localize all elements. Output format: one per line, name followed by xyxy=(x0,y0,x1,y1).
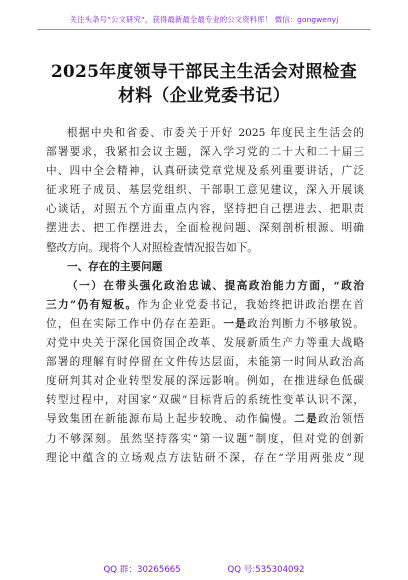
body-line: 转型过程中，对国家“双碳”目标背后的系统性变革认识不深， xyxy=(46,394,364,407)
intro-line: 整改方向。现将个人对照检查情况报告如下。 xyxy=(46,241,258,254)
subsection-heading: （一）在带头强化政治忠诚、提高政治能力方面，“政治 xyxy=(67,279,364,292)
body-line xyxy=(46,410,364,429)
intro-line: 根据中央和省委、市委关于开好 2025 年度民主生活会的 xyxy=(67,127,364,139)
point-marker-two: 二是 xyxy=(294,413,318,426)
body-line: 度研判其对企业转型发展的深远影响。例如，在推进绿色低碳 xyxy=(46,375,364,388)
body-line xyxy=(46,296,364,315)
document-body xyxy=(46,124,364,468)
body-line xyxy=(46,315,364,334)
section-heading: 一、存在的主要问题 xyxy=(67,260,163,273)
body-line: 理论中蕴含的立场观点方法钻研不深，存在“学用两张皮”现 xyxy=(46,451,364,464)
body-line: 部署的理解有时停留在文件传达层面，未能第一时间从政治高 xyxy=(46,356,364,369)
footer-contacts xyxy=(0,563,408,575)
body-text: 作为企业党委书记，我始终把讲政治摆在首 xyxy=(137,298,365,311)
body-text: 导致集团在新能源布局上起步较晚、动作偏慢。 xyxy=(46,413,295,426)
document-title-line1: 2025年度领导干部民主生活会对照检查 xyxy=(50,61,358,81)
point-marker-one: 一是 xyxy=(223,317,248,330)
footer-qq-group: QQ 群：30265665 xyxy=(103,565,181,575)
document-title-line2: 材料（企业党委书记） xyxy=(118,85,290,105)
body-text: 政治判断力不够敏锐。 xyxy=(247,317,365,330)
footer-qq-number: QQ 号:535304092 xyxy=(227,565,305,575)
intro-line: 征求班子成员、基层党组织、干部职工意见建议，深入开展谈 xyxy=(46,184,364,197)
header-divider xyxy=(37,29,371,30)
subsection-heading-cont: 三力”仍有短板。 xyxy=(46,298,138,311)
body-line: 对党中央关于深化国资国企改革、发展新质生产力等重大战略 xyxy=(46,337,364,350)
intro-line: 心谈话，对照五个方面重点内容，坚持把自己摆进去、把职责 xyxy=(46,203,364,216)
intro-line: 部署要求，我紧扣会议主题，深入学习党的二十大和二十届三 xyxy=(46,146,364,159)
body-text: 位，但在实际工作中仍存在差距。 xyxy=(46,317,224,330)
header-promo: 关注头条号“公文研究”，获得最新最全最专业的公文资料库！ 微信：gongwenyj xyxy=(69,15,339,24)
intro-line: 中、四中全会精神，认真研读党章党规及系列重要讲话，广泛 xyxy=(46,165,364,178)
intro-line: 摆进去、把工作摆进去，全面检视问题、深刻剖析根源、明确 xyxy=(46,222,364,235)
body-line: 力不够深刻。虽然坚持落实“第一议题”制度，但对党的创新 xyxy=(46,432,364,445)
body-text: 政治领悟 xyxy=(317,413,365,426)
